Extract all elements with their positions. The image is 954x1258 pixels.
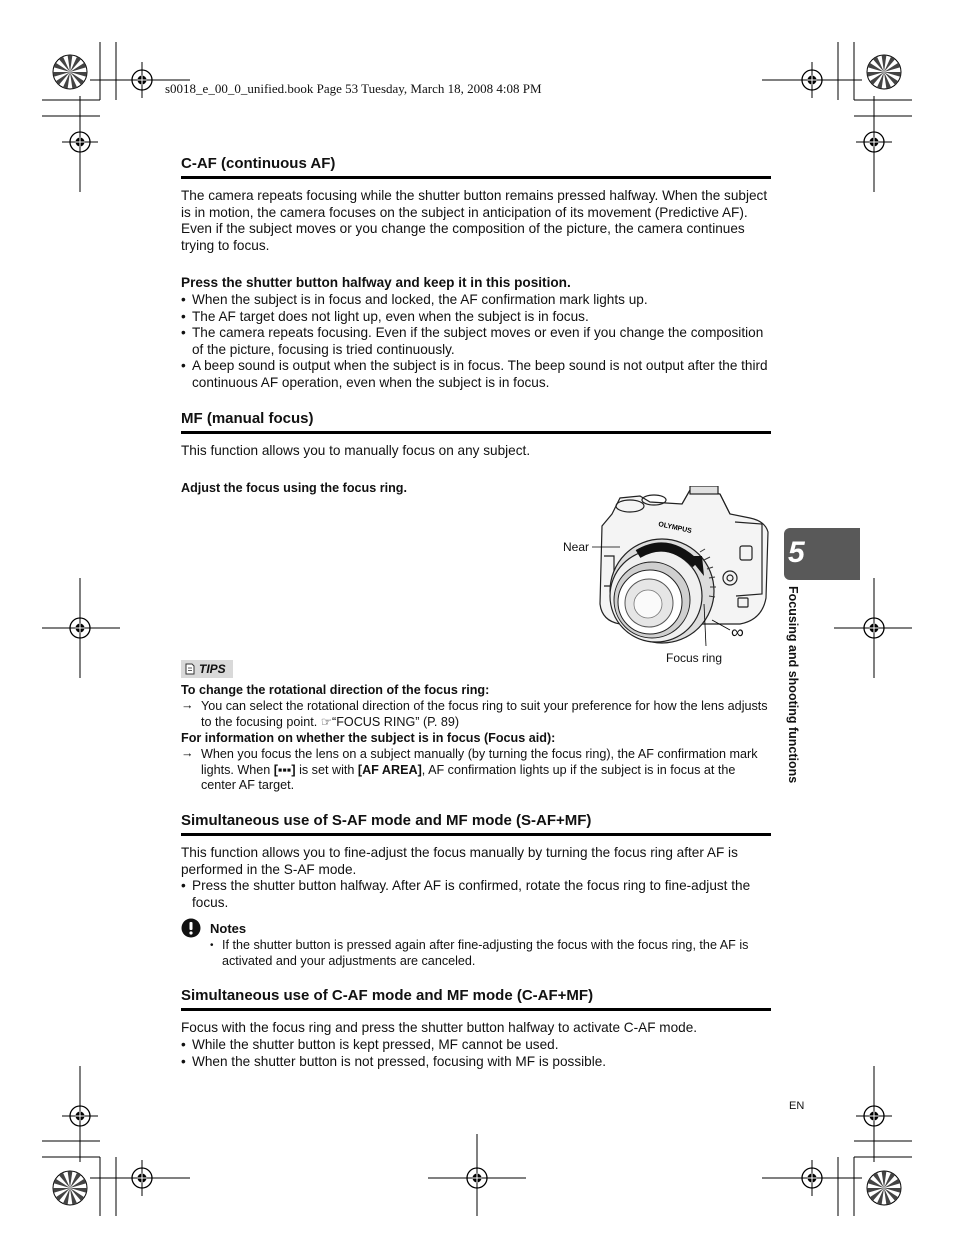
chapter-title: Focusing and shooting functions — [786, 586, 800, 784]
tips-label: TIPS — [199, 662, 226, 676]
mf-intro: This function allows you to manually focus on any subject. — [181, 443, 531, 458]
caf-intro: The camera repeats focusing while the shutter button remains pressed halfway. When the subject is in motion, the camera focuses on the subject in anticipation of its movement (Predictive AF). Even if the subject moves or you change the composition of the picture, the camera continues trying to focus. — [181, 188, 768, 253]
heading-saf-mf: Simultaneous use of S-AF mode and MF mode (S-AF+MF) — [181, 812, 771, 836]
list-item: • When the shutter button is not pressed, focusing with MF is possible. — [181, 1054, 773, 1071]
notes-list — [210, 938, 772, 969]
chapter-sidebar — [784, 586, 800, 816]
tips-badge — [181, 660, 233, 678]
caf-bullets — [181, 292, 773, 391]
mf-instruction: Adjust the focus using the focus ring. — [181, 481, 407, 495]
caf-mf-intro: Focus with the focus ring and press the shutter button halfway to activate C-AF mode. — [181, 1020, 698, 1035]
list-item: • The camera repeats focusing. Even if the subject moves or even if you change the composition of the picture, focusing is tried continuously. — [181, 325, 773, 358]
tips-answer-1-list — [181, 699, 773, 730]
label-near: Near — [563, 540, 590, 554]
caf-instruction: Press the shutter button halfway and keep it in this position. — [181, 275, 571, 290]
list-item: • Press the shutter button halfway. After AF is confirmed, rotate the focus ring to fine-adjust the focus. — [181, 878, 773, 911]
tips-question-2: For information on whether the subject is in focus (Focus aid): — [181, 731, 556, 745]
warning-icon — [181, 918, 201, 938]
list-item: • While the shutter button is kept pressed, MF cannot be used. — [181, 1037, 773, 1054]
af-target-icon: [▪▪▪] — [273, 762, 296, 777]
list-item: • The AF target does not light up, even when the subject is in focus. — [181, 309, 773, 326]
saf-mf-bullets — [181, 878, 773, 911]
heading-caf: C-AF (continuous AF) — [181, 155, 771, 179]
brand-logo: OLYMPUS — [657, 521, 693, 536]
chapter-tab — [784, 528, 860, 580]
label-infinity: ∞ — [731, 622, 744, 642]
tips-question-1: To change the rotational direction of the focus ring: — [181, 683, 490, 697]
page-language: EN — [789, 1100, 805, 1112]
camera-illustration — [590, 486, 775, 656]
notes-title: Notes — [210, 921, 247, 936]
print-header: s0018_e_00_0_unified.book Page 53 Tuesday, March 18, 2008 4:08 PM — [165, 81, 542, 96]
tips-answer-2-list — [181, 747, 773, 794]
chapter-number: 5 — [788, 536, 805, 569]
caf-mf-bullets — [181, 1037, 773, 1070]
note-icon — [185, 663, 195, 675]
list-item: • A beep sound is output when the subject is in focus. The beep sound is not output after the third continuous AF operation, even when the subject is in focus. — [181, 358, 773, 391]
heading-mf: MF (manual focus) — [181, 410, 771, 434]
list-item: • When the subject is in focus and locked, the AF confirmation mark lights up. — [181, 292, 773, 309]
label-focus-ring: Focus ring — [666, 651, 723, 665]
tips-answer-1: → You can select the rotational direction of the focus ring to suit your preference for how the lens adjusts to the focusing point. ☞“FOCUS RING” (P. 89) — [181, 699, 773, 730]
saf-mf-intro: This function allows you to fine-adjust the focus manually by turning the focus ring after AF is performed in the S-AF mode. — [181, 845, 738, 877]
tips-answer-2: → When you focus the lens on a subject manually (by turning the focus ring), the AF confirmation mark lights. When [▪▪▪] is set with [AF AREA], AF confirmation lights up if the subject is in focus at the center AF target. — [181, 747, 773, 794]
heading-caf-mf: Simultaneous use of C-AF mode and MF mode (C-AF+MF) — [181, 987, 771, 1011]
list-item: • If the shutter button is pressed again after fine-adjusting the focus with the focus ring, the AF is activated and your adjustments are canceled. — [210, 938, 772, 969]
